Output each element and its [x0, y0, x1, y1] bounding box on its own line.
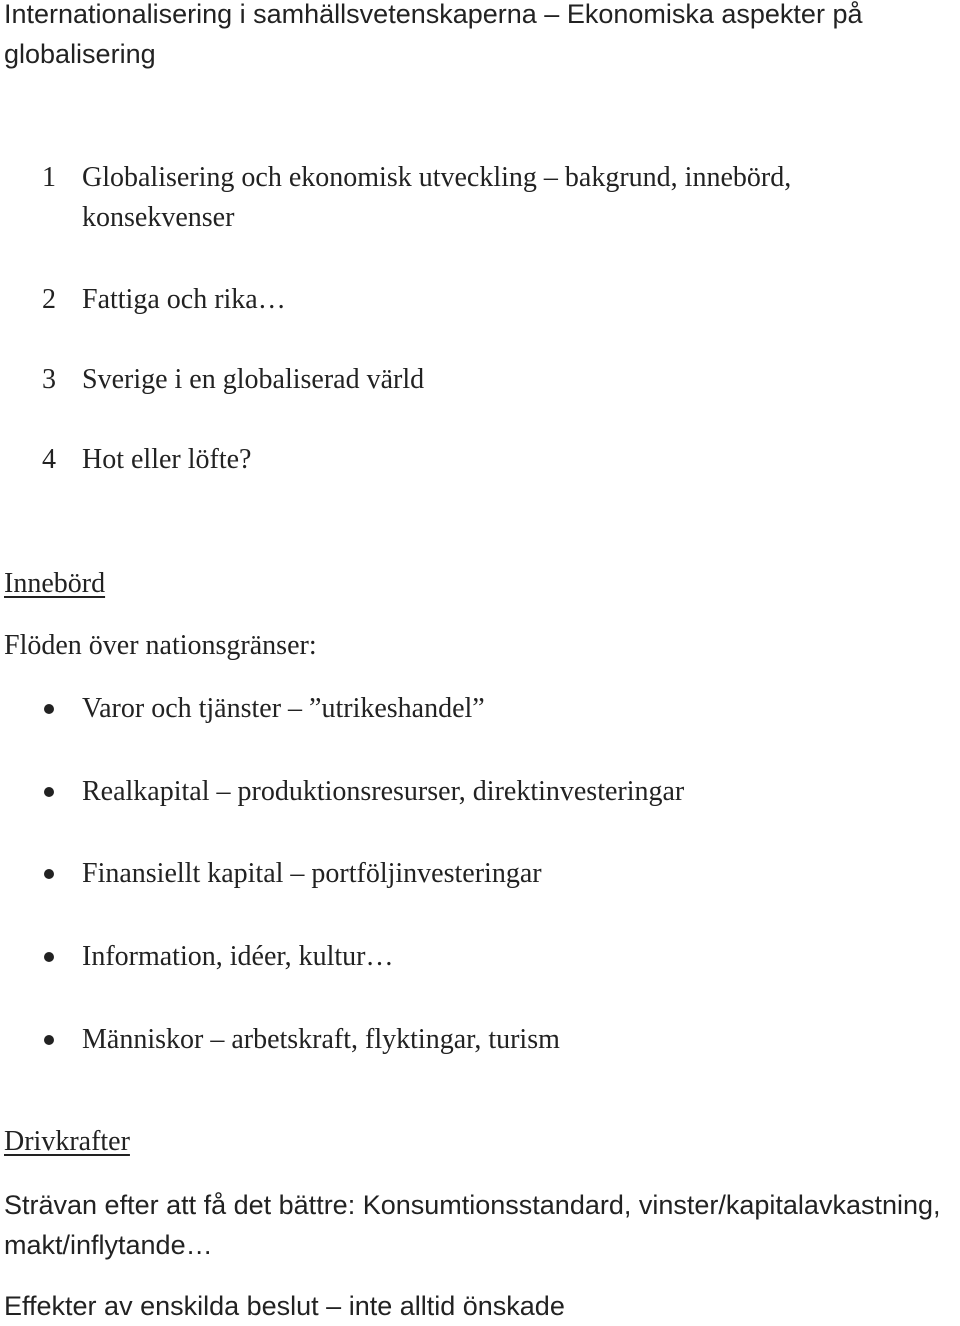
- list-item-text: Fattiga och rika…: [82, 284, 286, 315]
- bullet-text: Realkapital – produktionsresurser, direktinvesteringar: [82, 776, 685, 807]
- list-item-text: Globalisering och ekonomisk utveckling – bakgrund, innebörd,: [82, 162, 792, 193]
- bullet-text: Varor och tjänster – ”utrikeshandel”: [82, 693, 485, 724]
- section-intro: Flöden över nationsgränser:: [4, 630, 317, 661]
- document-title-line-2: globalisering: [4, 39, 156, 69]
- bullet-icon: [44, 1035, 54, 1045]
- list-item-text: Sverige i en globaliserad värld: [82, 364, 425, 395]
- section-heading-inneboerd: Innebörd: [4, 568, 106, 599]
- bullet-text: Människor – arbetskraft, flyktingar, turism: [82, 1024, 560, 1055]
- effects-statement: Effekter av enskilda beslut – inte alltid önskade: [4, 1291, 565, 1321]
- bullet-text: Finansiellt kapital – portföljinvesteringar: [82, 858, 542, 889]
- drivkrafter-paragraph-line-1: Strävan efter att få det bättre: Konsumtionsstandard, vinster/kapitalavkastning,: [4, 1190, 941, 1220]
- document-title-line-1: Internationalisering i samhällsvetenskaperna – Ekonomiska aspekter på: [4, 0, 863, 29]
- bullet-icon: [44, 952, 54, 962]
- list-number: 1: [42, 162, 56, 193]
- bullet-icon: [44, 704, 54, 714]
- list-item-text-continued: konsekvenser: [82, 202, 235, 233]
- list-item-text: Hot eller löfte?: [82, 444, 252, 475]
- drivkrafter-paragraph-line-2: makt/inflytande…: [4, 1230, 213, 1260]
- bullet-text: Information, idéer, kultur…: [82, 941, 394, 972]
- list-number: 3: [42, 364, 56, 395]
- bullet-icon: [44, 787, 54, 797]
- list-number: 4: [42, 444, 56, 475]
- list-number: 2: [42, 284, 56, 315]
- bullet-icon: [44, 869, 54, 879]
- section-heading-drivkrafter: Drivkrafter: [4, 1126, 130, 1157]
